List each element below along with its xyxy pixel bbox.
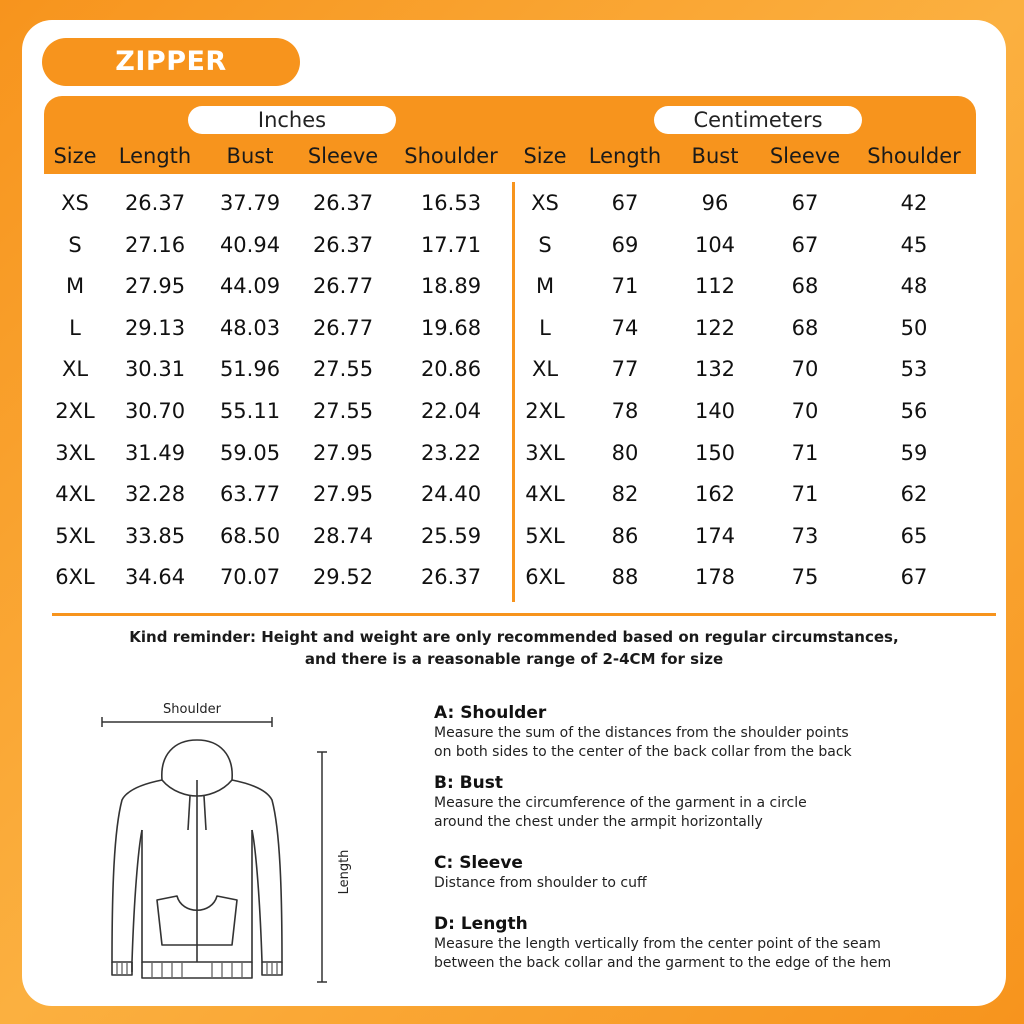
- col-bust-cm: Bust: [691, 144, 739, 168]
- cell-in-sleeve: 26.37: [312, 191, 374, 215]
- cuff-ribbing: [117, 963, 277, 977]
- table-row: [44, 308, 976, 348]
- cell-cm-sleeve: 70: [791, 357, 819, 382]
- cell-cm-bust: 132: [694, 357, 736, 382]
- table-row: [44, 266, 976, 306]
- cell-in-size: M: [65, 274, 85, 299]
- definition-text: Distance from shoulder to cuff: [434, 875, 647, 891]
- cell-cm-size: 4XL: [525, 482, 565, 507]
- cell-in-shoulder: 22.04: [420, 399, 482, 423]
- cell-cm-size: M: [535, 274, 555, 299]
- cell-cm-sleeve: 71: [791, 440, 819, 465]
- col-sleeve-cm: Sleeve: [769, 144, 841, 168]
- definition-text: on both sides to the center of the back collar from the back: [434, 744, 852, 760]
- cell-cm-bust: 140: [694, 399, 736, 423]
- cell-cm-size: L: [539, 315, 551, 340]
- cell-in-shoulder: 19.68: [420, 315, 482, 340]
- definition-bust: [434, 772, 994, 832]
- cell-in-shoulder: 24.40: [420, 482, 482, 507]
- cell-cm-shoulder: 62: [900, 482, 928, 507]
- table-row: [44, 433, 976, 473]
- cell-in-bust: 48.03: [219, 315, 281, 340]
- table-row: [44, 225, 976, 265]
- cell-in-sleeve: 27.55: [312, 399, 374, 423]
- cell-in-bust: 55.11: [219, 399, 281, 423]
- cell-in-bust: 59.05: [219, 440, 281, 465]
- cell-in-length: 27.95: [124, 274, 186, 299]
- table-row: [44, 183, 976, 223]
- cell-in-shoulder: 23.22: [420, 440, 482, 465]
- table-row: [44, 349, 976, 389]
- cell-in-length: 30.70: [124, 399, 186, 423]
- cell-cm-sleeve: 67: [791, 232, 819, 257]
- definition-text: Measure the sum of the distances from the shoulder points: [434, 725, 849, 741]
- cell-cm-bust: 112: [694, 274, 736, 299]
- cell-cm-size: XL: [531, 357, 559, 382]
- cell-cm-size: 5XL: [525, 523, 565, 548]
- cell-cm-length: 78: [611, 399, 639, 423]
- title-badge: ZIPPER: [42, 38, 300, 86]
- cell-cm-sleeve: 68: [791, 315, 819, 340]
- cell-in-size: 2XL: [55, 399, 95, 423]
- cell-cm-bust: 122: [694, 315, 736, 340]
- cell-in-sleeve: 26.37: [312, 232, 374, 257]
- cell-in-length: 34.64: [124, 565, 186, 590]
- cell-cm-length: 74: [611, 315, 639, 340]
- definition-title: C: Sleeve: [434, 853, 523, 873]
- cell-cm-shoulder: 42: [900, 191, 928, 215]
- cell-cm-size: XS: [531, 191, 559, 215]
- cell-in-size: XS: [61, 191, 89, 215]
- measurement-definitions: [434, 702, 994, 983]
- cell-in-bust: 70.07: [219, 565, 281, 590]
- cell-cm-size: 6XL: [525, 565, 565, 590]
- cell-in-shoulder: 16.53: [420, 191, 482, 215]
- inches-unit-label: Inches: [188, 106, 396, 134]
- cell-in-bust: 44.09: [219, 274, 281, 299]
- cell-cm-shoulder: 53: [900, 357, 928, 382]
- cell-cm-shoulder: 48: [900, 274, 928, 299]
- cell-cm-length: 71: [611, 274, 639, 299]
- cell-cm-shoulder: 67: [900, 565, 928, 590]
- cell-in-size: L: [69, 315, 81, 340]
- definition-text: Measure the length vertically from the center point of the seam: [434, 936, 881, 952]
- cell-cm-sleeve: 68: [791, 274, 819, 299]
- cell-cm-sleeve: 75: [791, 565, 819, 590]
- cell-cm-size: S: [538, 232, 552, 257]
- cell-in-length: 33.85: [124, 523, 186, 548]
- cell-cm-size: 3XL: [525, 440, 565, 465]
- definition-title: D: Length: [434, 914, 528, 934]
- cell-cm-sleeve: 73: [791, 523, 819, 548]
- centimeters-unit-label: Centimeters: [654, 106, 862, 134]
- length-label: Length: [337, 849, 352, 895]
- cell-in-length: 31.49: [124, 440, 186, 465]
- col-shoulder-in: Shoulder: [404, 144, 498, 168]
- cell-in-bust: 37.79: [219, 191, 281, 215]
- cell-in-length: 30.31: [124, 357, 186, 382]
- col-bust-in: Bust: [226, 144, 274, 168]
- cell-in-length: 29.13: [124, 315, 186, 340]
- cell-in-bust: 40.94: [219, 232, 281, 257]
- cell-cm-length: 77: [611, 357, 639, 382]
- cell-cm-shoulder: 65: [900, 523, 928, 548]
- cell-in-size: 6XL: [55, 565, 95, 590]
- cell-cm-shoulder: 56: [900, 399, 928, 423]
- size-table-body: [44, 182, 976, 602]
- definition-length: [434, 913, 994, 973]
- definition-title: A: Shoulder: [434, 703, 547, 723]
- cell-cm-bust: 174: [694, 523, 736, 548]
- cell-cm-shoulder: 50: [900, 315, 928, 340]
- definition-text: between the back collar and the garment to the edge of the hem: [434, 955, 892, 971]
- cell-in-shoulder: 26.37: [420, 565, 482, 590]
- col-length-in: Length: [118, 144, 192, 168]
- table-row: [44, 516, 976, 556]
- definition-text: Measure the circumference of the garment in a circle: [434, 795, 807, 811]
- cell-in-shoulder: 18.89: [420, 274, 482, 299]
- cell-cm-bust: 96: [701, 191, 729, 215]
- cell-cm-bust: 104: [694, 232, 736, 257]
- col-size-cm: Size: [523, 144, 567, 168]
- col-sleeve-in: Sleeve: [307, 144, 379, 168]
- cell-cm-bust: 162: [694, 482, 736, 507]
- reminder-line-1: Kind reminder: Height and weight are only recommended based on regular circumstances,: [129, 628, 899, 646]
- definition-title: B: Bust: [434, 773, 503, 793]
- cell-in-size: 4XL: [55, 482, 95, 507]
- cell-in-shoulder: 20.86: [420, 357, 482, 382]
- cell-cm-length: 69: [611, 232, 639, 257]
- cell-in-shoulder: 25.59: [420, 523, 482, 548]
- table-row: [44, 474, 976, 514]
- cell-in-size: 5XL: [55, 523, 95, 548]
- kind-reminder: [52, 626, 976, 670]
- cell-cm-length: 80: [611, 440, 639, 465]
- cell-in-size: S: [68, 232, 82, 257]
- cell-in-sleeve: 27.55: [312, 357, 374, 382]
- cell-cm-length: 88: [611, 565, 639, 590]
- cell-in-sleeve: 27.95: [312, 440, 374, 465]
- col-length-cm: Length: [588, 144, 662, 168]
- cell-in-length: 26.37: [124, 191, 186, 215]
- col-shoulder-cm: Shoulder: [867, 144, 961, 168]
- cell-in-bust: 63.77: [219, 482, 281, 507]
- table-row: [44, 557, 976, 597]
- cell-in-size: XL: [61, 357, 89, 382]
- cell-cm-sleeve: 67: [791, 191, 819, 215]
- cell-cm-shoulder: 45: [900, 232, 928, 257]
- definition-text: around the chest under the armpit horizontally: [434, 814, 763, 830]
- reminder-line-2: and there is a reasonable range of 2-4CM for size: [304, 650, 724, 668]
- cell-cm-sleeve: 71: [791, 482, 819, 507]
- cell-cm-length: 86: [611, 523, 639, 548]
- section-divider: [52, 613, 996, 616]
- cell-in-bust: 51.96: [219, 357, 281, 382]
- cell-in-shoulder: 17.71: [420, 232, 482, 257]
- cell-cm-sleeve: 70: [791, 399, 819, 423]
- cell-cm-size: 2XL: [525, 399, 565, 423]
- shoulder-label: Shoulder: [163, 702, 221, 717]
- definition-sleeve: [434, 852, 994, 893]
- col-size-in: Size: [53, 144, 97, 168]
- cell-cm-bust: 150: [694, 440, 736, 465]
- hoodie-measurement-diagram: [82, 700, 372, 990]
- cell-in-sleeve: 28.74: [312, 523, 374, 548]
- cell-cm-shoulder: 59: [900, 440, 928, 465]
- table-row: [44, 391, 976, 431]
- cell-cm-length: 82: [611, 482, 639, 507]
- cell-in-length: 27.16: [124, 232, 186, 257]
- cell-in-sleeve: 26.77: [312, 315, 374, 340]
- size-chart-card: [22, 20, 1006, 1006]
- cell-in-length: 32.28: [124, 482, 186, 507]
- cell-in-sleeve: 27.95: [312, 482, 374, 507]
- cell-in-sleeve: 26.77: [312, 274, 374, 299]
- table-header: [44, 96, 976, 174]
- cell-in-sleeve: 29.52: [312, 565, 374, 590]
- definition-shoulder: [434, 702, 994, 762]
- cell-in-size: 3XL: [55, 440, 95, 465]
- cell-in-bust: 68.50: [219, 523, 281, 548]
- cell-cm-length: 67: [611, 191, 639, 215]
- cell-cm-bust: 178: [694, 565, 736, 590]
- hoodie-illustration: [82, 700, 372, 990]
